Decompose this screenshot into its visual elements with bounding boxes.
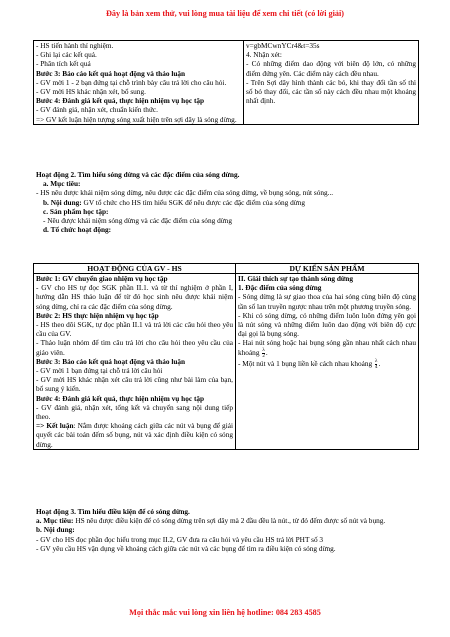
banner-bottom: Mọi thắc mắc vui lòng xin liên hệ hotline: 084 283 4585 <box>129 608 321 617</box>
objective-text: - HS nêu được khái niệm sóng dừng, nêu được các đặc điểm của sóng dừng, về bụng sóng, nút sóng... <box>36 188 334 198</box>
step-line: => GV kết luận hiện tượng sóng xuất hiện trên sợi dây là sóng dừng. <box>36 114 237 124</box>
content-label: b. Nội dung: <box>36 525 75 535</box>
objective-label: a. Mục tiêu: <box>43 179 81 189</box>
activity3-title: Hoạt động 3. Tìm hiểu điều kiện để có sóng dừng. <box>36 507 190 516</box>
step-line: - GV mời HS khác nhận xét, bổ sung. <box>36 87 146 97</box>
activity2-table <box>33 263 419 450</box>
step1-heading: Bước 1: GV chuyển giao nhiệm vụ học tập <box>36 274 168 283</box>
teacher-activity-cell <box>34 274 236 450</box>
step3-text: - GV mời HS khác nhận xét câu trả lời cũng như bài làm của bạn, bổ sung ý kiến. <box>36 375 233 394</box>
node-antinode-distance-text: - Một nút và 1 bụng liền kề cách nhau khoảng $\frac{\lambda}{4}$ . <box>238 358 381 370</box>
activity3-section <box>36 507 418 553</box>
lambda-half-fraction: $\frac{\lambda}{2}$ <box>262 347 265 359</box>
step2-text: - Thảo luận nhóm để tìm câu trả lời cho câu hỏi theo yêu cầu của giáo viên. <box>36 338 233 357</box>
step4-text: - GV đánh giá, nhận xét, tổng kết và chuyển sang nội dung tiếp theo. <box>36 402 233 422</box>
conclusion-label: => Kết luận <box>36 421 74 431</box>
activity1-right-cell <box>244 41 419 125</box>
step-line: - HS tiến hành thí nghiệm. <box>36 41 114 50</box>
step-line: - GV đánh giá, nhận xét, chuẩn kiến thức. <box>36 105 158 115</box>
expected-product-cell <box>236 274 419 450</box>
observation-text: - Trên Sợi dây hình thành các bó, khi thay đổi tần số thì số bó thay đổi, các tần số này cách đều nhau một khoảng nhất định. <box>246 77 416 106</box>
step4-heading: Bước 4: Đánh giá kết quả, thực hiện nhiệm vụ học tập <box>36 393 205 403</box>
step3-text: - GV mời 1 bạn đứng tại chỗ trả lời câu hỏi <box>36 366 163 376</box>
step-heading: Bước 4: Đánh giá kết quả, thực hiện nhiệm vụ học tập <box>36 96 205 106</box>
lambda-quarter-fraction: $\frac{\lambda}{4}$ <box>374 358 378 370</box>
step1-text: - GV cho HS tự đọc SGK phần II.1. và từ thí nghiệm ở phần I, hướng dẫn HS thảo luận để từ đó học sinh nêu được khái niệm sóng dừng, chỉ ra các đặc điểm của sóng dừng. <box>36 283 233 311</box>
product-label: c. Sản phẩm học tập: <box>43 206 109 216</box>
activity1-table <box>33 40 419 125</box>
content-text: GV tổ chức cho HS tìm hiểu SGK để nêu được các đặc điểm của sóng dừng <box>81 197 306 207</box>
header-expected-product: DỰ KIẾN SẢN PHẨM <box>236 264 419 274</box>
banner-top: Đây là bản xem thử, vui lòng mua tài liệu để xem chi tiết (có lời giải) <box>105 9 344 18</box>
conclusion-text: : Nắm được khoảng cách giữa các nút và bụng để giải quyết các bài toán đếm số bụng, nút và xác định điều kiện có sóng dừng. <box>36 421 233 449</box>
observation-text: - Có những điểm dao động với biên độ lớn, có những điểm đứng yên. Các điểm này cách đều nhau. <box>246 59 416 78</box>
product-subheading: 1. Đặc điểm của sóng dừng <box>238 283 322 293</box>
product-heading: II. Giải thích sự tạo thành sóng dừng <box>238 274 354 283</box>
nodes-antinodes-text: - Khi có sóng dừng, có những điểm luôn luôn đứng yên gọi là nút sóng và những điểm luôn dao động với biên độ cực đại gọi là bụng sóng. <box>238 310 416 339</box>
step3-heading: Bước 3: Báo cáo kết quả hoạt động và thảo luận <box>36 356 186 366</box>
content-text: - GV cho HS đọc phần đọc hiểu trong mục II.2, GV đưa ra câu hỏi và yêu cầu HS trả lời PHT số 3 <box>36 534 324 544</box>
content-label: b. Nội dung: <box>43 197 82 207</box>
objective-text: HS nêu được điều kiện để có sóng dừng trên sợi dây mà 2 đầu đều là nút., từ đó đếm được số nút và bụng. <box>73 516 386 526</box>
organization-label: d. Tổ chức hoạt động: <box>43 225 112 235</box>
video-link-text: v=gbMCwnYCr4&t=35s <box>246 41 320 50</box>
observation-heading: 4. Nhận xét: <box>246 50 282 60</box>
activity2-section <box>36 170 418 234</box>
step-line: - GV mời 1 - 2 bạn đứng tại chỗ trình bày câu trả lời cho câu hỏi. <box>36 77 227 87</box>
step2-text: - HS theo dõi SGK, tự đọc phần II.1 và trả lời các câu hỏi theo yêu cầu của GV. <box>36 320 233 339</box>
standing-wave-definition: - Sóng dừng là sự giao thoa của hai sóng cùng biên độ cùng tần số lan truyền ngược nhau trên một phương truyền sóng. <box>238 292 416 311</box>
step-heading: Bước 3: Báo cáo kết quả hoạt động và thảo luận <box>36 68 186 78</box>
step-line: - Ghi lại các kết quả. <box>36 50 97 60</box>
header-teacher-activity: HOẠT ĐỘNG CỦA GV - HS <box>34 264 236 274</box>
objective-label: a. Mục tiêu: <box>36 516 74 526</box>
node-distance-text: - Hai nút sóng hoặc hai bụng sóng gần nhau nhất cách nhau khoảng $\frac{\lambda}{2}$ . <box>238 338 416 359</box>
step2-heading: Bước 2: HS thực hiện nhiệm vụ học tập <box>36 310 159 320</box>
product-text: - Nêu được khái niệm sóng dừng và các đặc điểm của sóng dừng <box>43 216 232 226</box>
activity1-left-cell <box>34 41 244 125</box>
content-text: - GV yêu cầu HS vận dụng về khoảng cách giữa các nút và các bụng để tìm ra điều kiện có sóng dừng. <box>36 543 336 553</box>
activity2-title: Hoạt động 2. Tìm hiểu sóng dừng và các đặc điểm của sóng dừng. <box>36 170 240 179</box>
step-line: - Phân tích kết quả <box>36 59 91 69</box>
